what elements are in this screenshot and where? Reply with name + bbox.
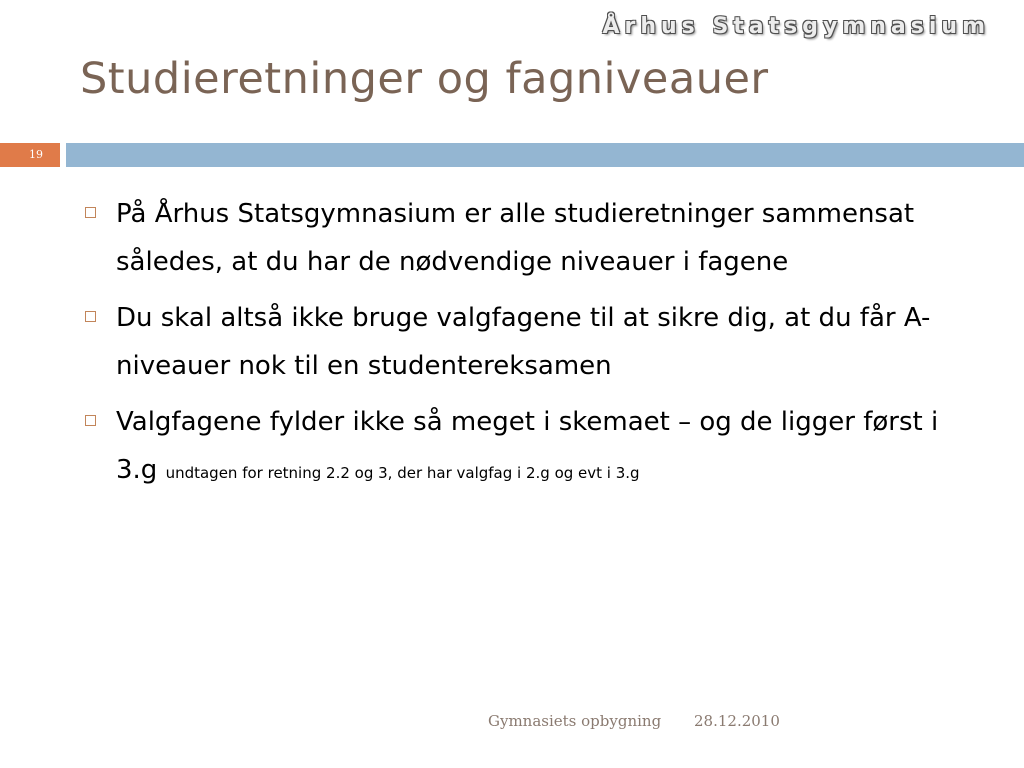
bullet-list	[80, 190, 980, 502]
bullet-item	[80, 398, 980, 494]
bullet-text: Valgfagene fylder ikke så meget i skemaet – og de ligger først i 3.g	[116, 407, 939, 485]
school-name-logo: Århus Statsgymnasium	[602, 14, 990, 39]
square-bullet-icon	[85, 311, 96, 322]
bullet-note: undtagen for retning 2.2 og 3, der har valgfag i 2.g og evt i 3.g	[165, 464, 640, 482]
square-bullet-icon	[85, 415, 96, 426]
bullet-text: På Århus Statsgymnasium er alle studieretninger sammensat således, at du har de nødvendige niveauer i fagene	[116, 199, 915, 277]
bullet-item	[80, 190, 980, 286]
slide-title: Studieretninger og fagniveauer	[80, 54, 769, 104]
bullet-item	[80, 294, 980, 390]
accent-bar-right	[66, 143, 1024, 167]
slide-number: 19	[12, 143, 60, 167]
bullet-text: Du skal altså ikke bruge valgfagene til at sikre dig, at du får A-niveauer nok til en studentereksamen	[116, 303, 931, 381]
square-bullet-icon	[85, 207, 96, 218]
footer-date: 28.12.2010	[694, 712, 780, 730]
accent-bar-left	[0, 143, 12, 167]
footer-title: Gymnasiets opbygning	[488, 712, 662, 730]
